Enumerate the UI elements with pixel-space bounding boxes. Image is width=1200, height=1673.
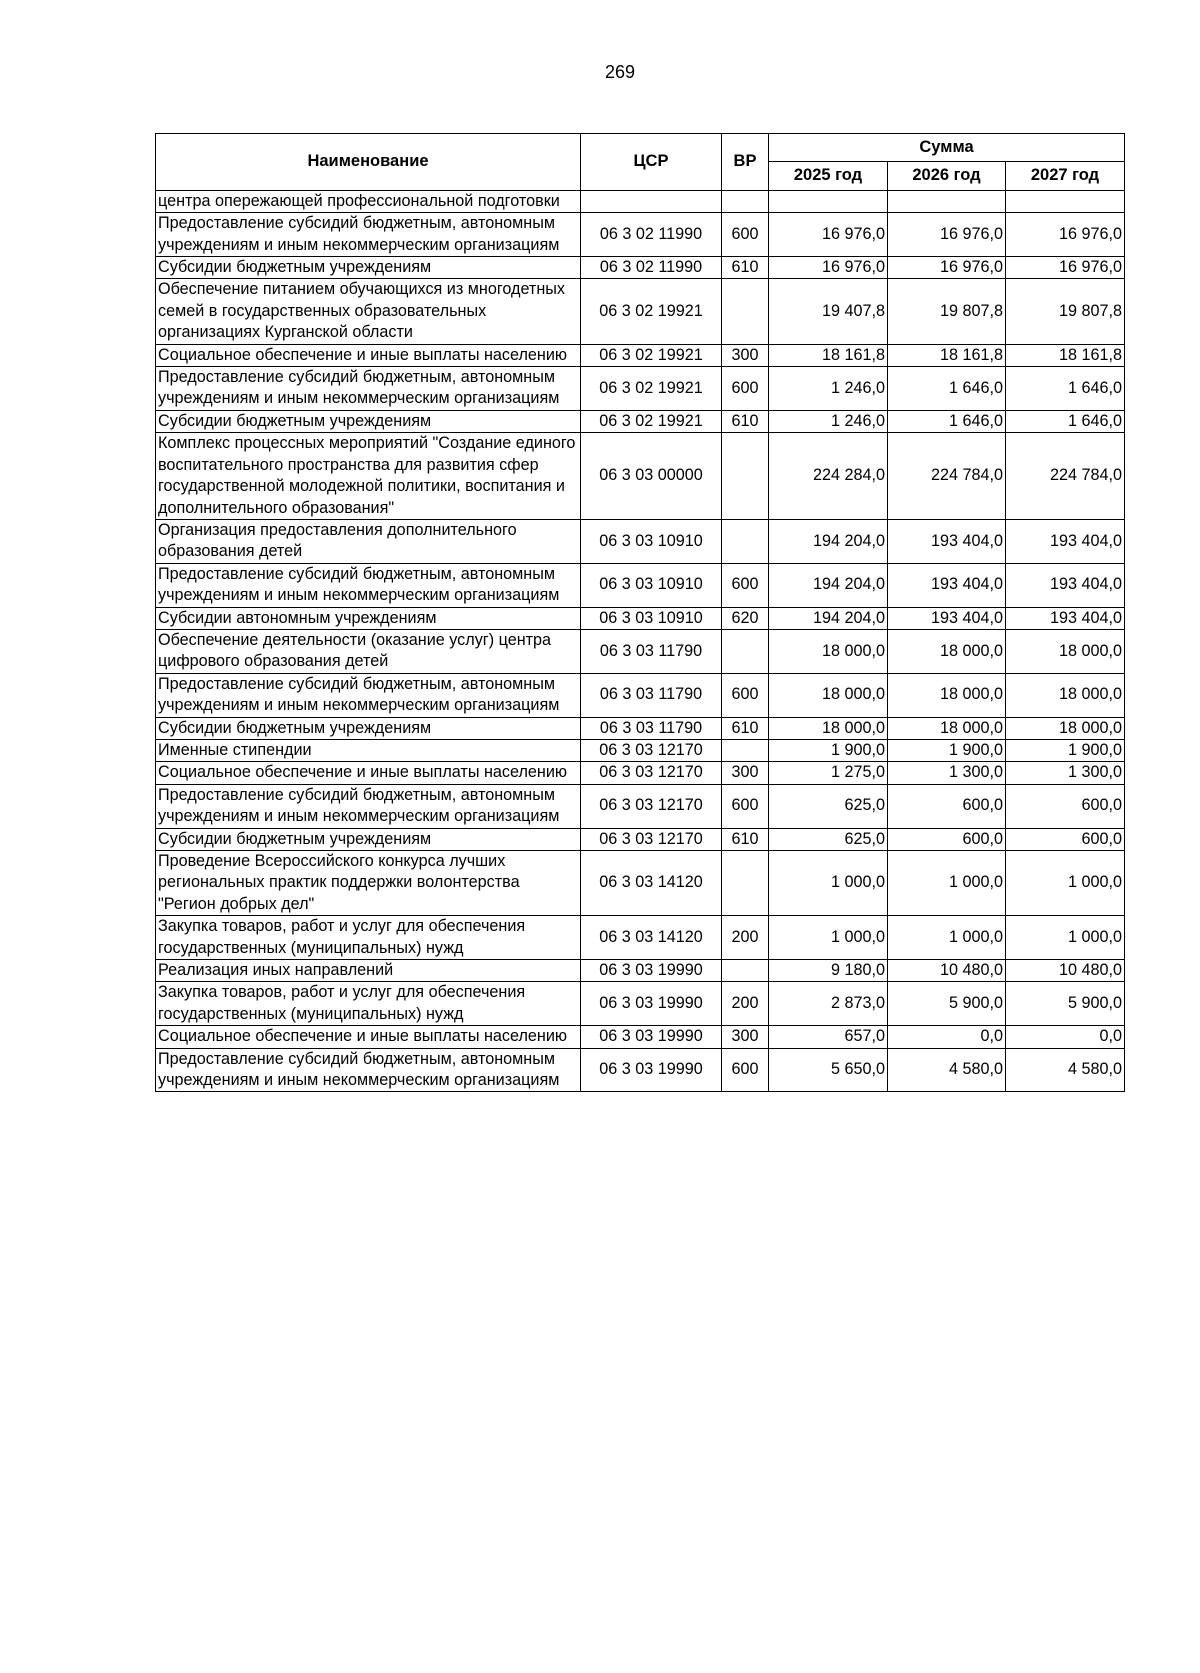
row-vr: 600 xyxy=(722,673,769,717)
row-csr: 06 3 02 11990 xyxy=(581,257,722,279)
table-header xyxy=(156,134,1125,191)
table-row xyxy=(156,916,1125,960)
row-name: Предоставление субсидий бюджетным, автономным учреждениям и иным некоммерческим организациям xyxy=(156,213,581,257)
row-vr: 600 xyxy=(722,563,769,607)
row-amount-2026: 1 900,0 xyxy=(888,739,1006,761)
row-name: Субсидии автономным учреждениям xyxy=(156,607,581,629)
row-csr: 06 3 03 11790 xyxy=(581,717,722,739)
row-amount-2026: 4 580,0 xyxy=(888,1048,1006,1092)
row-amount-2025: 16 976,0 xyxy=(769,213,888,257)
table-row xyxy=(156,673,1125,717)
row-vr: 300 xyxy=(722,1026,769,1048)
row-vr: 300 xyxy=(722,344,769,366)
row-vr: 600 xyxy=(722,784,769,828)
table-row xyxy=(156,433,1125,520)
row-name: Субсидии бюджетным учреждениям xyxy=(156,410,581,432)
row-amount-2026: 19 807,8 xyxy=(888,279,1006,344)
row-name: Социальное обеспечение и иные выплаты населению xyxy=(156,344,581,366)
row-amount-2027: 18 000,0 xyxy=(1006,717,1125,739)
row-amount-2027: 1 000,0 xyxy=(1006,916,1125,960)
row-amount-2026: 1 000,0 xyxy=(888,916,1006,960)
row-amount-2027: 224 784,0 xyxy=(1006,433,1125,520)
table-row xyxy=(156,344,1125,366)
row-csr: 06 3 02 19921 xyxy=(581,279,722,344)
row-vr xyxy=(722,433,769,520)
row-amount-2025: 2 873,0 xyxy=(769,982,888,1026)
row-amount-2027: 193 404,0 xyxy=(1006,563,1125,607)
row-amount-2027: 0,0 xyxy=(1006,1026,1125,1048)
row-name: Обеспечение питанием обучающихся из многодетных семей в государственных образовательных организациях Курганской области xyxy=(156,279,581,344)
table-row xyxy=(156,1026,1125,1048)
row-csr: 06 3 02 19921 xyxy=(581,410,722,432)
row-vr: 620 xyxy=(722,607,769,629)
row-csr xyxy=(581,190,722,212)
row-csr: 06 3 03 12170 xyxy=(581,784,722,828)
table-row xyxy=(156,629,1125,673)
row-amount-2027: 18 000,0 xyxy=(1006,673,1125,717)
row-csr: 06 3 03 00000 xyxy=(581,433,722,520)
row-csr: 06 3 03 11790 xyxy=(581,629,722,673)
row-amount-2027: 4 580,0 xyxy=(1006,1048,1125,1092)
row-amount-2025: 194 204,0 xyxy=(769,563,888,607)
row-amount-2027: 1 300,0 xyxy=(1006,762,1125,784)
table-row xyxy=(156,410,1125,432)
row-amount-2025: 625,0 xyxy=(769,784,888,828)
row-name: Предоставление субсидий бюджетным, автономным учреждениям и иным некоммерческим организациям xyxy=(156,563,581,607)
row-amount-2027: 16 976,0 xyxy=(1006,213,1125,257)
row-vr xyxy=(722,960,769,982)
row-name: Закупка товаров, работ и услуг для обеспечения государственных (муниципальных) нужд xyxy=(156,916,581,960)
row-amount-2026: 16 976,0 xyxy=(888,213,1006,257)
row-amount-2026: 193 404,0 xyxy=(888,563,1006,607)
row-amount-2026: 16 976,0 xyxy=(888,257,1006,279)
row-csr: 06 3 03 10910 xyxy=(581,519,722,563)
row-amount-2025: 19 407,8 xyxy=(769,279,888,344)
row-amount-2027: 18 161,8 xyxy=(1006,344,1125,366)
header-2026: 2026 год xyxy=(888,162,1006,190)
row-vr xyxy=(722,851,769,916)
row-csr: 06 3 03 12170 xyxy=(581,762,722,784)
row-amount-2025: 18 000,0 xyxy=(769,717,888,739)
row-amount-2027: 193 404,0 xyxy=(1006,519,1125,563)
row-amount-2025: 18 161,8 xyxy=(769,344,888,366)
row-amount-2025: 5 650,0 xyxy=(769,1048,888,1092)
row-name: Комплекс процессных мероприятий "Создание единого воспитательного пространства для развития сфер государственной молодежной политики, воспитания и дополнительного образования" xyxy=(156,433,581,520)
row-amount-2027: 1 646,0 xyxy=(1006,367,1125,411)
row-amount-2026: 1 300,0 xyxy=(888,762,1006,784)
row-name: Обеспечение деятельности (оказание услуг) центра цифрового образования детей xyxy=(156,629,581,673)
table-row xyxy=(156,563,1125,607)
row-amount-2026: 18 000,0 xyxy=(888,717,1006,739)
table-row xyxy=(156,851,1125,916)
row-vr: 610 xyxy=(722,257,769,279)
header-2025: 2025 год xyxy=(769,162,888,190)
row-amount-2027: 5 900,0 xyxy=(1006,982,1125,1026)
table-row xyxy=(156,1048,1125,1092)
row-amount-2026: 600,0 xyxy=(888,784,1006,828)
row-vr: 600 xyxy=(722,213,769,257)
row-name: Субсидии бюджетным учреждениям xyxy=(156,828,581,850)
row-amount-2026: 1 000,0 xyxy=(888,851,1006,916)
row-amount-2026: 18 161,8 xyxy=(888,344,1006,366)
row-amount-2026: 193 404,0 xyxy=(888,607,1006,629)
row-csr: 06 3 03 19990 xyxy=(581,1048,722,1092)
header-sum: Сумма xyxy=(769,134,1125,162)
row-vr xyxy=(722,519,769,563)
row-amount-2025: 16 976,0 xyxy=(769,257,888,279)
row-vr: 610 xyxy=(722,717,769,739)
table-row xyxy=(156,784,1125,828)
table-row xyxy=(156,607,1125,629)
row-amount-2026: 18 000,0 xyxy=(888,673,1006,717)
row-vr xyxy=(722,190,769,212)
row-name: Проведение Всероссийского конкурса лучших региональных практик поддержки волонтерства "Регион добрых дел" xyxy=(156,851,581,916)
header-vr: ВР xyxy=(722,134,769,191)
row-name: Социальное обеспечение и иные выплаты населению xyxy=(156,1026,581,1048)
row-amount-2026: 600,0 xyxy=(888,828,1006,850)
row-csr: 06 3 03 12170 xyxy=(581,828,722,850)
row-amount-2025: 194 204,0 xyxy=(769,519,888,563)
table-row xyxy=(156,960,1125,982)
row-amount-2025: 224 284,0 xyxy=(769,433,888,520)
row-amount-2027 xyxy=(1006,190,1125,212)
row-name: Предоставление субсидий бюджетным, автономным учреждениям и иным некоммерческим организациям xyxy=(156,367,581,411)
row-name: Предоставление субсидий бюджетным, автономным учреждениям и иным некоммерческим организациям xyxy=(156,784,581,828)
row-amount-2026: 1 646,0 xyxy=(888,410,1006,432)
row-amount-2027: 16 976,0 xyxy=(1006,257,1125,279)
header-2027: 2027 год xyxy=(1006,162,1125,190)
row-amount-2027: 18 000,0 xyxy=(1006,629,1125,673)
row-amount-2027: 193 404,0 xyxy=(1006,607,1125,629)
row-name: Предоставление субсидий бюджетным, автономным учреждениям и иным некоммерческим организациям xyxy=(156,1048,581,1092)
row-name: Реализация иных направлений xyxy=(156,960,581,982)
row-name: Именные стипендии xyxy=(156,739,581,761)
row-vr: 200 xyxy=(722,916,769,960)
row-vr: 610 xyxy=(722,828,769,850)
row-amount-2026: 5 900,0 xyxy=(888,982,1006,1026)
table-row xyxy=(156,190,1125,212)
row-amount-2027: 600,0 xyxy=(1006,828,1125,850)
row-amount-2027: 10 480,0 xyxy=(1006,960,1125,982)
row-csr: 06 3 03 12170 xyxy=(581,739,722,761)
row-vr xyxy=(722,629,769,673)
row-vr: 300 xyxy=(722,762,769,784)
row-csr: 06 3 03 19990 xyxy=(581,960,722,982)
row-amount-2025: 1 246,0 xyxy=(769,410,888,432)
budget-table xyxy=(155,133,1125,1092)
table-row xyxy=(156,257,1125,279)
row-csr: 06 3 02 11990 xyxy=(581,213,722,257)
row-amount-2025: 1 275,0 xyxy=(769,762,888,784)
row-csr: 06 3 03 19990 xyxy=(581,1026,722,1048)
row-amount-2025: 9 180,0 xyxy=(769,960,888,982)
header-name: Наименование xyxy=(156,134,581,191)
table-row xyxy=(156,717,1125,739)
row-amount-2027: 1 900,0 xyxy=(1006,739,1125,761)
row-vr xyxy=(722,279,769,344)
row-csr: 06 3 03 10910 xyxy=(581,563,722,607)
row-amount-2025: 1 900,0 xyxy=(769,739,888,761)
table-row xyxy=(156,279,1125,344)
row-amount-2025: 1 246,0 xyxy=(769,367,888,411)
row-csr: 06 3 03 11790 xyxy=(581,673,722,717)
page-number: 269 xyxy=(604,62,636,82)
row-vr: 600 xyxy=(722,367,769,411)
row-amount-2027: 19 807,8 xyxy=(1006,279,1125,344)
row-csr: 06 3 03 14120 xyxy=(581,851,722,916)
table-row xyxy=(156,519,1125,563)
row-vr: 600 xyxy=(722,1048,769,1092)
row-amount-2026: 193 404,0 xyxy=(888,519,1006,563)
row-amount-2025: 657,0 xyxy=(769,1026,888,1048)
row-amount-2027: 1 646,0 xyxy=(1006,410,1125,432)
row-amount-2026: 10 480,0 xyxy=(888,960,1006,982)
row-amount-2025 xyxy=(769,190,888,212)
table-row xyxy=(156,762,1125,784)
row-amount-2026: 224 784,0 xyxy=(888,433,1006,520)
row-amount-2025: 194 204,0 xyxy=(769,607,888,629)
row-vr: 610 xyxy=(722,410,769,432)
row-amount-2026: 0,0 xyxy=(888,1026,1006,1048)
row-csr: 06 3 02 19921 xyxy=(581,367,722,411)
row-name: Организация предоставления дополнительного образования детей xyxy=(156,519,581,563)
row-amount-2026: 18 000,0 xyxy=(888,629,1006,673)
row-amount-2025: 18 000,0 xyxy=(769,629,888,673)
row-name: Закупка товаров, работ и услуг для обеспечения государственных (муниципальных) нужд xyxy=(156,982,581,1026)
row-amount-2026 xyxy=(888,190,1006,212)
row-amount-2025: 18 000,0 xyxy=(769,673,888,717)
row-amount-2025: 1 000,0 xyxy=(769,851,888,916)
row-name: Предоставление субсидий бюджетным, автономным учреждениям и иным некоммерческим организациям xyxy=(156,673,581,717)
row-amount-2025: 625,0 xyxy=(769,828,888,850)
row-amount-2025: 1 000,0 xyxy=(769,916,888,960)
row-amount-2026: 1 646,0 xyxy=(888,367,1006,411)
table-row xyxy=(156,828,1125,850)
table-row xyxy=(156,367,1125,411)
row-name: Социальное обеспечение и иные выплаты населению xyxy=(156,762,581,784)
header-csr: ЦСР xyxy=(581,134,722,191)
row-csr: 06 3 02 19921 xyxy=(581,344,722,366)
row-amount-2027: 600,0 xyxy=(1006,784,1125,828)
row-amount-2027: 1 000,0 xyxy=(1006,851,1125,916)
table-body xyxy=(156,190,1125,1092)
table-row xyxy=(156,982,1125,1026)
row-name: центра опережающей профессиональной подготовки xyxy=(156,190,581,212)
row-vr: 200 xyxy=(722,982,769,1026)
table-row xyxy=(156,739,1125,761)
row-name: Субсидии бюджетным учреждениям xyxy=(156,257,581,279)
row-csr: 06 3 03 14120 xyxy=(581,916,722,960)
row-csr: 06 3 03 19990 xyxy=(581,982,722,1026)
table-row xyxy=(156,213,1125,257)
row-name: Субсидии бюджетным учреждениям xyxy=(156,717,581,739)
row-csr: 06 3 03 10910 xyxy=(581,607,722,629)
row-vr xyxy=(722,739,769,761)
